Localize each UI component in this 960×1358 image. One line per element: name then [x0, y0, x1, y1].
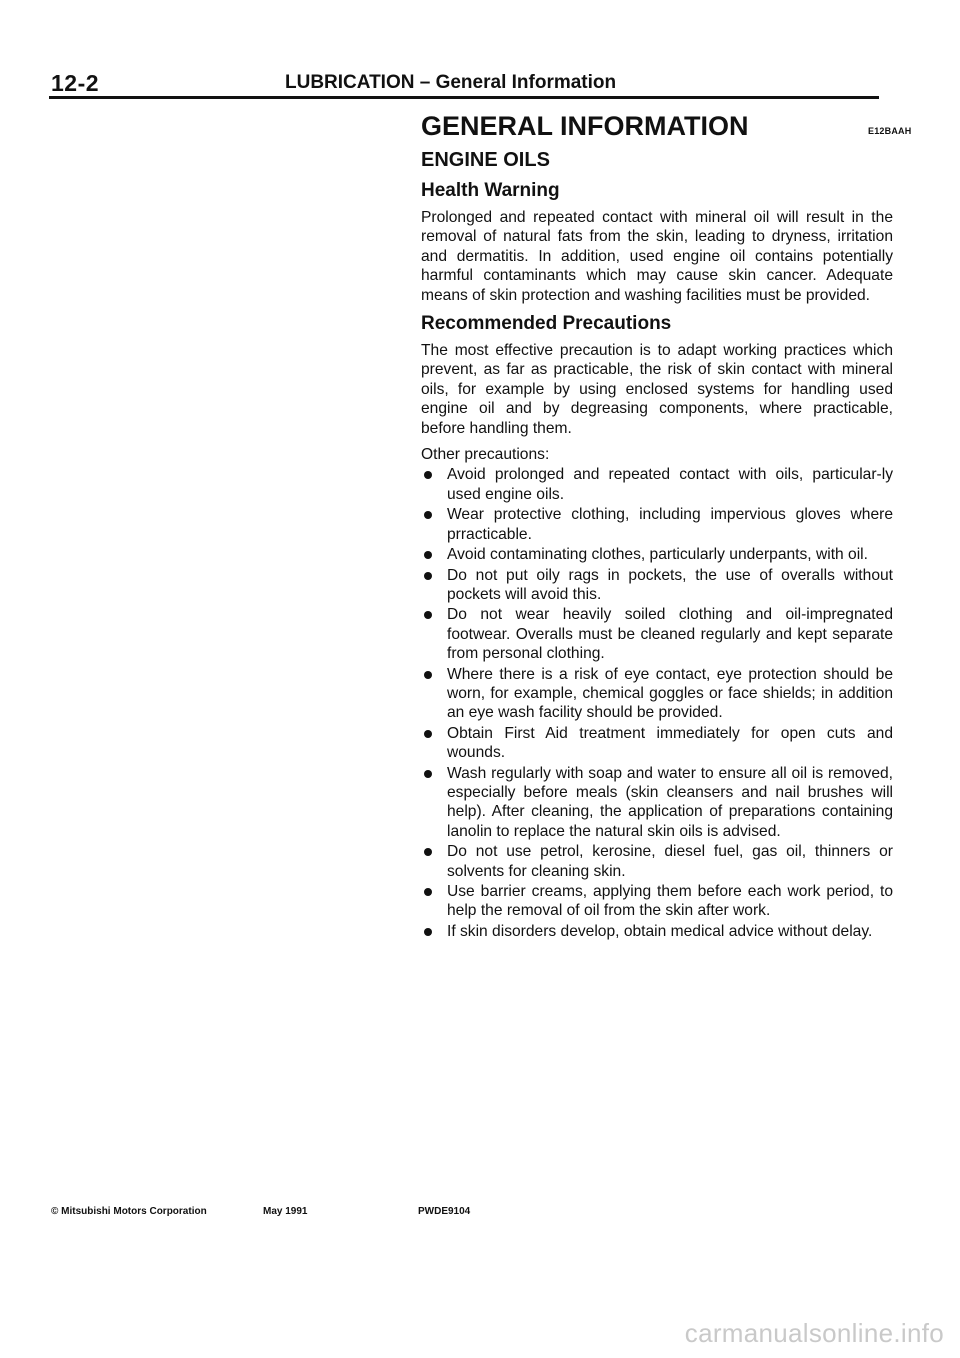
bullet-icon [424, 671, 432, 679]
bullet-icon [424, 551, 432, 559]
page-header [0, 0, 960, 100]
bullet-icon [424, 572, 432, 580]
header-rule [49, 96, 879, 99]
list-item-text: Avoid prolonged and repeated contact with oils, particular-ly used engine oils. [447, 466, 893, 503]
bullet-icon [424, 471, 432, 479]
list-item [421, 566, 893, 605]
list-item [421, 922, 893, 941]
bullet-icon [424, 611, 432, 619]
bullet-icon [424, 730, 432, 738]
page-number: 12-2 [51, 70, 100, 96]
list-item [421, 842, 893, 881]
list-item-text: Wear protective clothing, including impervious gloves where prracticable. [447, 506, 893, 543]
footer-copyright: © Mitsubishi Motors Corporation [51, 1206, 207, 1217]
precautions-intro: The most effective precaution is to adapt working practices which prevent, as far as practicable, the risk of skin contact with mineral oils, for example by using enclosed systems for handling used engine oil and by degreasing components, where practicable, before handling them. [421, 342, 893, 437]
list-item-text: Wash regularly with soap and water to ensure all oil is removed, especially before meals (skin cleansers and nail brushes will help). After cleaning, the application of preparations containing lanolin to replace the natural skin oils is advised. [447, 764, 893, 840]
list-item [421, 465, 893, 504]
bullet-icon [424, 888, 432, 896]
list-item [421, 665, 893, 723]
footer-date: May 1991 [263, 1206, 308, 1217]
list-item-text: Where there is a risk of eye contact, eye protection should be worn, for example, chemical goggles or face shields; in addition an eye wash facility should be provided. [447, 665, 893, 722]
list-item [421, 724, 893, 763]
other-precautions-label: Other precautions: [421, 446, 550, 464]
health-warning-text: Prolonged and repeated contact with mineral oil will result in the removal of natural fats from the skin, leading to dryness, irritation and dermatitis. In addition, used engine oil contains potentially harmful contaminants which may cause skin cancer. Adequate means of skin protection and washing facilities must be provided. [421, 209, 893, 304]
precautions-list [421, 465, 893, 941]
list-item-text: Avoid contaminating clothes, particularly underpants, with oil. [447, 546, 868, 564]
bullet-icon [424, 770, 432, 778]
list-item [421, 764, 893, 842]
main-content [421, 110, 893, 942]
list-item-text: Obtain First Aid treatment immediately for open cuts and wounds. [447, 724, 893, 762]
list-item-text: Do not use petrol, kerosine, diesel fuel, gas oil, thinners or solvents for cleaning skin. [447, 843, 893, 880]
section-title: ENGINE OILS [421, 149, 550, 171]
list-item-text: Use barrier creams, applying them before each work period, to help the removal of oil from the skin after work. [447, 883, 893, 920]
list-item [421, 545, 893, 564]
bullet-icon [424, 848, 432, 856]
list-item-text: Do not put oily rags in pockets, the use of overalls without pockets will avoid this. [447, 566, 893, 603]
precautions-heading: Recommended Precautions [421, 313, 672, 335]
list-item [421, 882, 893, 921]
watermark: carmanualsonline.info [684, 1318, 944, 1348]
running-head: LUBRICATION – General Information [285, 72, 617, 93]
bullet-icon [424, 928, 432, 936]
list-item [421, 505, 893, 544]
doc-code: E12BAAH [868, 126, 912, 136]
list-item [421, 605, 893, 663]
page-title: GENERAL INFORMATION [421, 111, 749, 141]
list-item-text: If skin disorders develop, obtain medical advice without delay. [447, 922, 873, 940]
health-warning-heading: Health Warning [421, 180, 560, 201]
list-item-text: Do not wear heavily soiled clothing and oil-impregnated footwear. Overalls must be cleaned regularly and kept separate from personal clothing. [447, 606, 893, 663]
footer-code: PWDE9104 [418, 1206, 471, 1217]
bullet-icon [424, 511, 432, 519]
